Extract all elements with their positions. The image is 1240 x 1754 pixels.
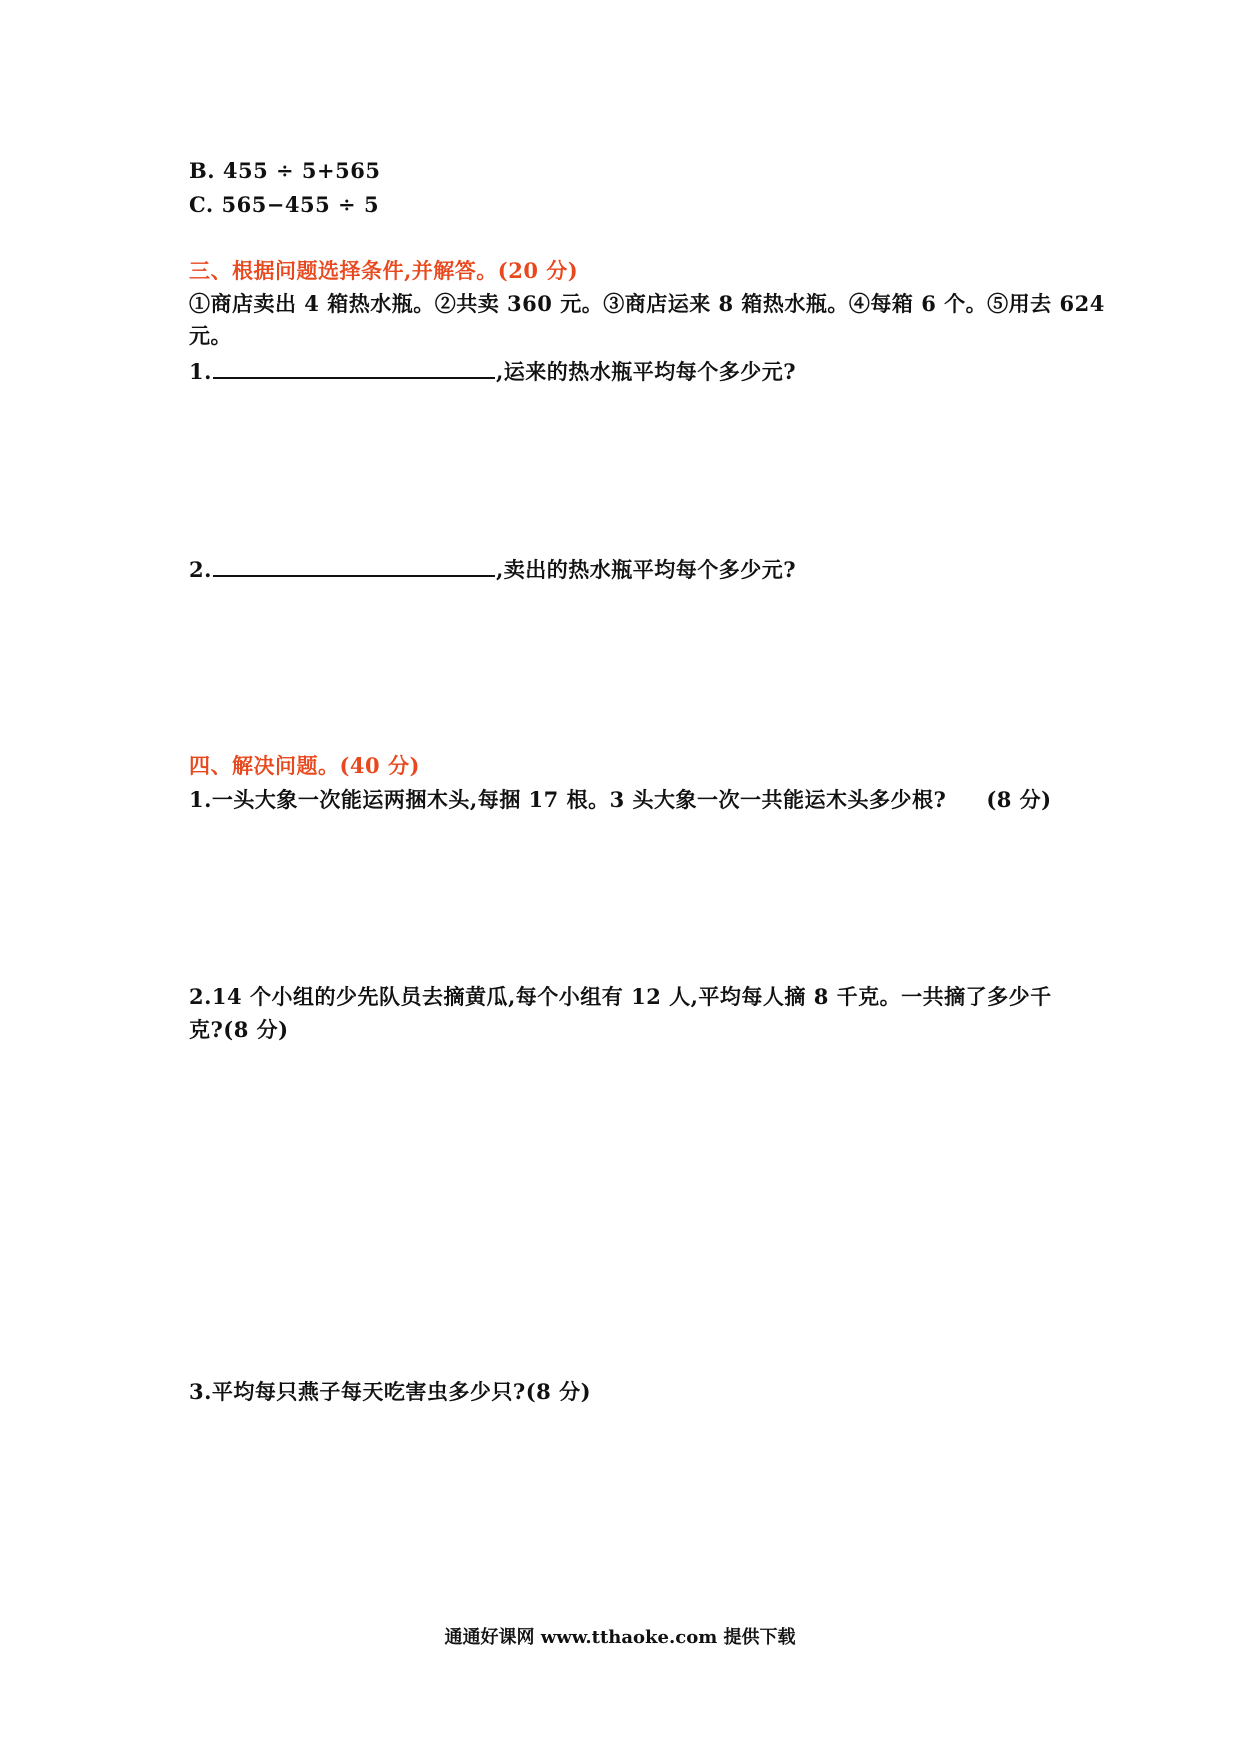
section3-question-2 (189, 555, 796, 584)
question-number: 1. (189, 359, 212, 384)
section4-question-2-line1: 2.14 个小组的少先队员去摘黄瓜,每个小组有 12 人,平均每人摘 8 千克。一共摘了多少千 (189, 984, 1052, 1009)
question-text: 1.一头大象一次能运两捆木头,每捆 17 根。3 头大象一次一共能运木头多少根? (189, 787, 947, 812)
choice-b: B. 455 ÷ 5+565 (189, 158, 381, 183)
question-number: 2. (189, 557, 212, 582)
question-text: ,运来的热水瓶平均每个多少元? (495, 359, 797, 384)
question-text: ,卖出的热水瓶平均每个多少元? (495, 557, 797, 582)
section4-heading: 四、解决问题。(40 分) (189, 753, 420, 778)
section3-question-1 (189, 357, 796, 386)
choice-c: C. 565−455 ÷ 5 (189, 192, 380, 217)
answer-blank-1[interactable] (213, 357, 495, 379)
section4-question-2-line2: 克?(8 分) (189, 1017, 289, 1042)
section4-question-3: 3.平均每只燕子每天吃害虫多少只?(8 分) (189, 1379, 592, 1404)
section3-conditions-line2: 元。 (189, 323, 232, 348)
question-score: (8 分) (986, 787, 1052, 812)
answer-blank-2[interactable] (213, 555, 495, 577)
page-footer: 通通好课网 www.tthaoke.com 提供下载 (444, 1627, 796, 1648)
section4-question-1 (189, 786, 1052, 814)
section3-conditions-line1: ①商店卖出 4 箱热水瓶。②共卖 360 元。③商店运来 8 箱热水瓶。④每箱 6 个。⑤用去 624 (189, 291, 1105, 316)
section3-heading: 三、根据问题选择条件,并解答。(20 分) (189, 258, 579, 283)
